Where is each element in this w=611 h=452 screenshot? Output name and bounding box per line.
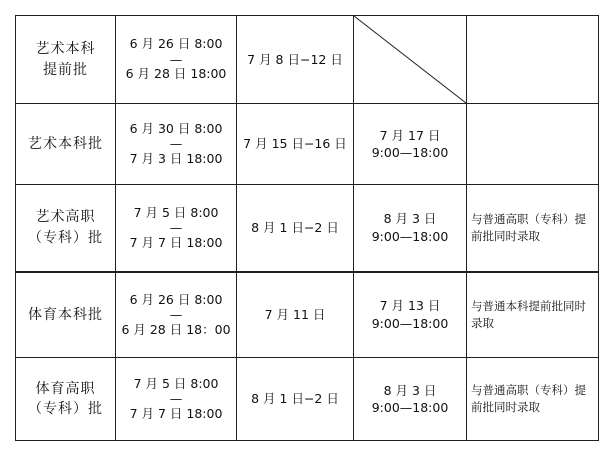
exam-date-cell [237, 272, 354, 358]
notify-date: 8 月 3 日 [383, 211, 437, 227]
fill-start: 6 月 26 日 8:00 [129, 36, 223, 52]
fill-end: 7 月 3 日 18:00 [129, 150, 223, 166]
fill-end: 7 月 7 日 18:00 [129, 405, 223, 421]
table-row [16, 16, 599, 104]
fill-end: 6 月 28 日 18:00 [125, 66, 227, 82]
note-cell [467, 358, 599, 441]
fill-start: 6 月 26 日 8:00 [129, 291, 223, 307]
fill-start: 7 月 5 日 8:00 [133, 204, 219, 220]
batch-category-cell [16, 185, 116, 272]
notify-time: 9:00—18:00 [371, 145, 449, 160]
exam-date: 8 月 1 日−2 日 [251, 391, 339, 407]
exam-date-cell [237, 358, 354, 441]
note-text: 与普通高职（专科）提前批同时录取 [471, 212, 586, 243]
exam-date-cell [237, 104, 354, 185]
table-row [16, 104, 599, 185]
table-row [16, 358, 599, 441]
fill-end: 6 月 28 日 18：00 [121, 321, 231, 337]
fill-range-dash: — [169, 391, 183, 407]
fill-range-dash: — [169, 219, 183, 235]
diagonal-line [354, 16, 466, 103]
notify-cell [354, 358, 467, 441]
batch-category-cell [16, 16, 116, 104]
fill-period-cell [116, 104, 237, 185]
batch-category: 艺术本科 提前批 [35, 41, 96, 78]
notify-cell [354, 185, 467, 272]
exam-date: 7 月 11 日 [264, 306, 326, 322]
exam-date: 7 月 15 日−16 日 [243, 136, 347, 152]
notify-time: 9:00—18:00 [371, 315, 449, 331]
batch-category-cell [16, 272, 116, 358]
note-text: 与普通高职（专科）提前批同时录取 [471, 383, 586, 414]
notify-cell [354, 272, 467, 358]
fill-start: 7 月 5 日 8:00 [133, 375, 219, 391]
note-cell [467, 104, 599, 185]
fill-start: 6 月 30 日 8:00 [129, 120, 223, 136]
batch-category: 艺术高职 （专科）批 [28, 209, 103, 246]
notify-date: 7 月 17 日 [379, 127, 441, 143]
notify-time: 9:00—18:00 [371, 228, 449, 244]
batch-category: 艺术本科批 [28, 135, 103, 152]
fill-range-dash: — [169, 51, 183, 67]
exam-date-cell [237, 16, 354, 104]
batch-category: 体育本科批 [28, 306, 103, 323]
fill-end: 7 月 7 日 18:00 [129, 234, 223, 250]
batch-category: 体育高职 （专科）批 [28, 380, 103, 417]
batch-category-cell [16, 104, 116, 185]
notify-cell [354, 104, 467, 185]
fill-period-cell [116, 358, 237, 441]
exam-date: 8 月 1 日−2 日 [251, 219, 339, 235]
fill-range-dash: — [169, 306, 183, 322]
batch-category-cell [16, 358, 116, 441]
fill-period-cell [116, 185, 237, 272]
fill-period-cell [116, 272, 237, 358]
note-cell [467, 16, 599, 104]
fill-period-cell [116, 16, 237, 104]
exam-date: 7 月 8 日−12 日 [247, 51, 343, 67]
exam-date-cell [237, 185, 354, 272]
notify-time: 9:00—18:00 [371, 400, 449, 415]
table-row [16, 272, 599, 358]
fill-range-dash: — [169, 136, 183, 152]
table-row [16, 185, 599, 272]
note-text: 与普通本科提前批同时录取 [471, 299, 586, 330]
note-cell [467, 185, 599, 272]
diagonal-empty-cell [354, 16, 467, 104]
notify-date: 7 月 13 日 [379, 298, 441, 314]
notify-date: 8 月 3 日 [383, 382, 437, 398]
admission-schedule-table [15, 15, 599, 441]
note-cell [467, 272, 599, 358]
